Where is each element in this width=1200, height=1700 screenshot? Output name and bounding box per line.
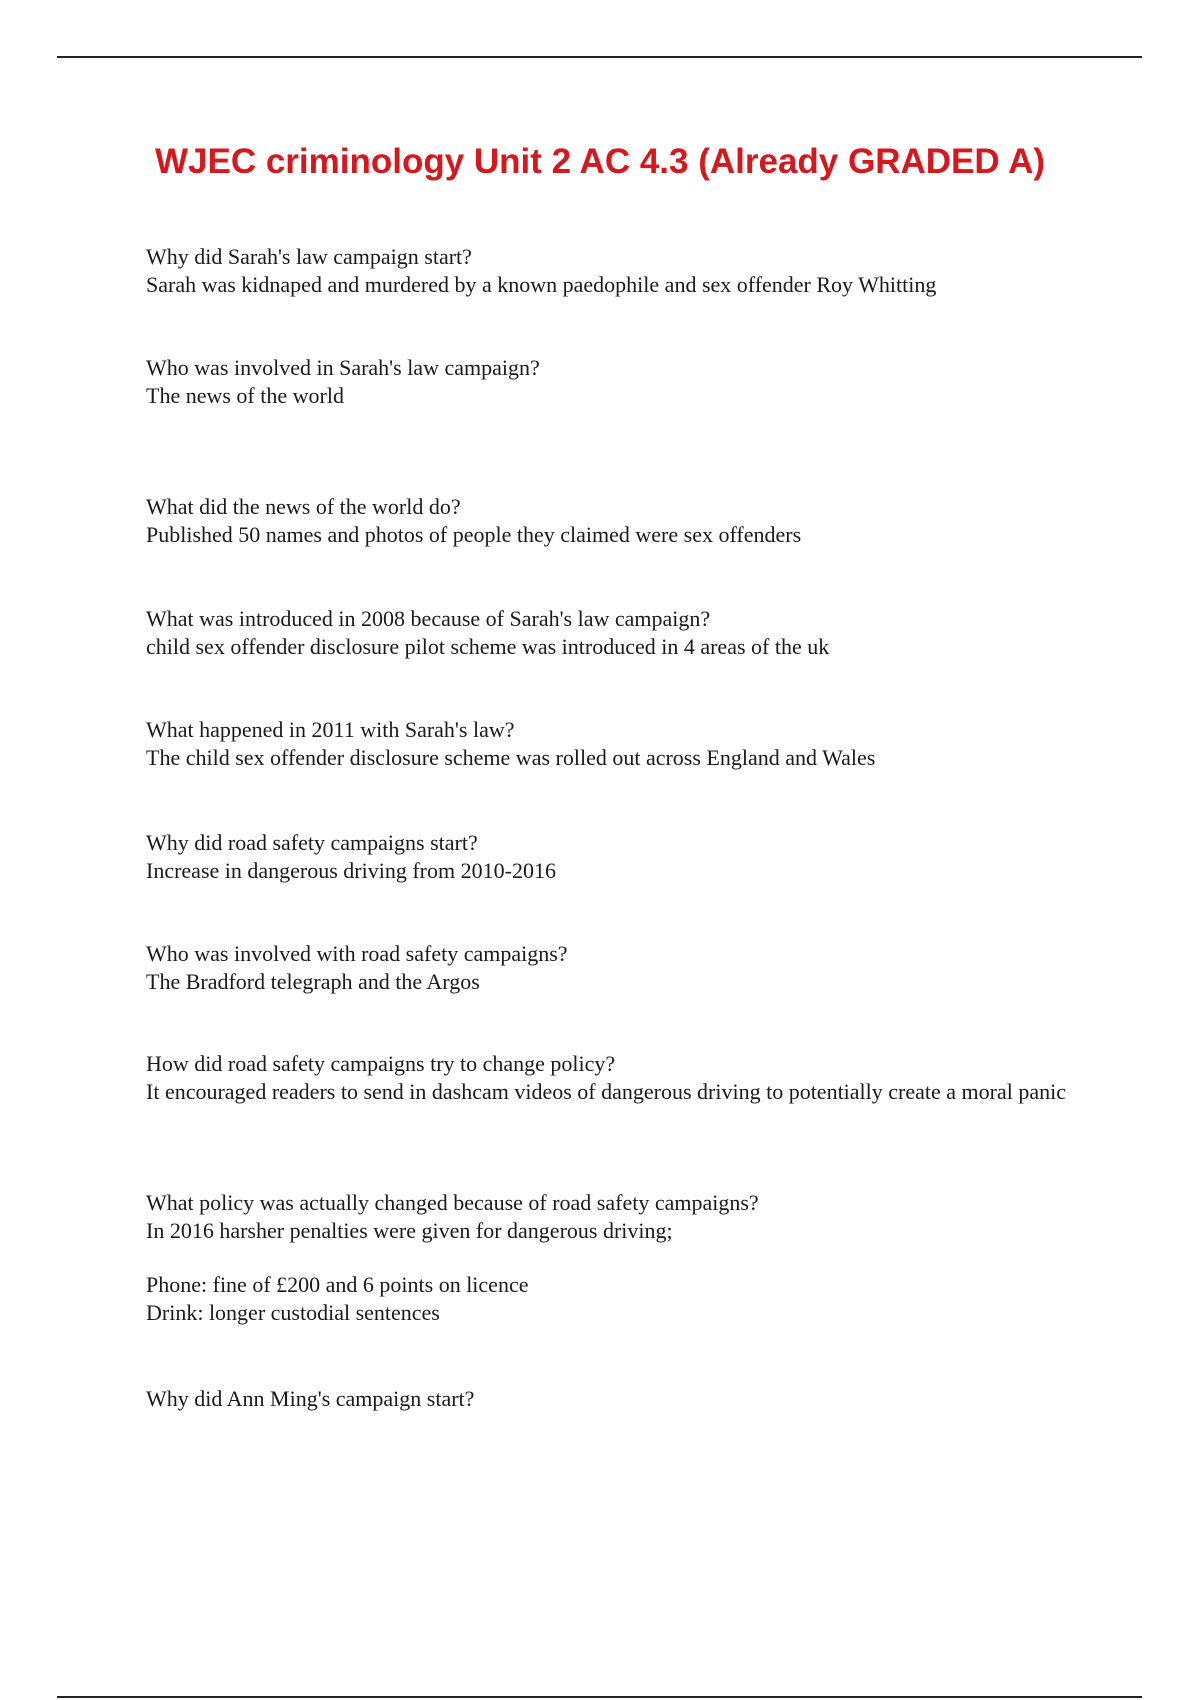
document-title: WJEC criminology Unit 2 AC 4.3 (Already GRADED A) (154, 142, 1046, 181)
qa-item (146, 1189, 1076, 1327)
question-text: What was introduced in 2008 because of Sarah's law campaign? (146, 606, 711, 631)
answer-detail-drink: Drink: longer custodial sentences (146, 1300, 440, 1325)
question-text: Why did Sarah's law campaign start? (146, 244, 472, 269)
answer-text: It encouraged readers to send in dashcam videos of dangerous driving to potentially create a moral panic (146, 1079, 1067, 1104)
question-text: Who was involved with road safety campaigns? (146, 941, 568, 966)
qa-item (146, 940, 1076, 996)
answer-text: child sex offender disclosure pilot scheme was introduced in 4 areas of the uk (146, 634, 830, 659)
answer-text: In 2016 harsher penalties were given for dangerous driving; (146, 1218, 673, 1243)
question-text: What policy was actually changed because of road safety campaigns? (146, 1190, 759, 1215)
paragraph-gap (146, 1245, 1076, 1271)
top-rule (57, 56, 1142, 58)
qa-item (146, 354, 1076, 410)
answer-detail-phone: Phone: fine of £200 and 6 points on licence (146, 1272, 529, 1297)
answer-text: Sarah was kidnaped and murdered by a known paedophile and sex offender Roy Whitting (146, 272, 937, 297)
qa-item (146, 605, 1076, 661)
bottom-rule (57, 1696, 1142, 1698)
qa-item (146, 829, 1076, 885)
answer-text: Published 50 names and photos of people they claimed were sex offenders (146, 522, 802, 547)
qa-item (146, 1050, 1076, 1106)
answer-text: The Bradford telegraph and the Argos (146, 969, 480, 994)
qa-item (146, 493, 1076, 549)
question-text: Why did Ann Ming's campaign start? (146, 1386, 475, 1411)
question-text: Why did road safety campaigns start? (146, 830, 478, 855)
answer-text: The news of the world (146, 383, 344, 408)
answer-text: The child sex offender disclosure scheme was rolled out across England and Wales (146, 745, 876, 770)
qa-item (146, 243, 1076, 299)
question-text: Who was involved in Sarah's law campaign? (146, 355, 540, 380)
question-text: What happened in 2011 with Sarah's law? (146, 717, 515, 742)
question-text: What did the news of the world do? (146, 494, 461, 519)
qa-item (146, 1385, 1076, 1413)
qa-item (146, 716, 1076, 772)
answer-text: Increase in dangerous driving from 2010-2016 (146, 858, 556, 883)
question-text: How did road safety campaigns try to change policy? (146, 1051, 616, 1076)
